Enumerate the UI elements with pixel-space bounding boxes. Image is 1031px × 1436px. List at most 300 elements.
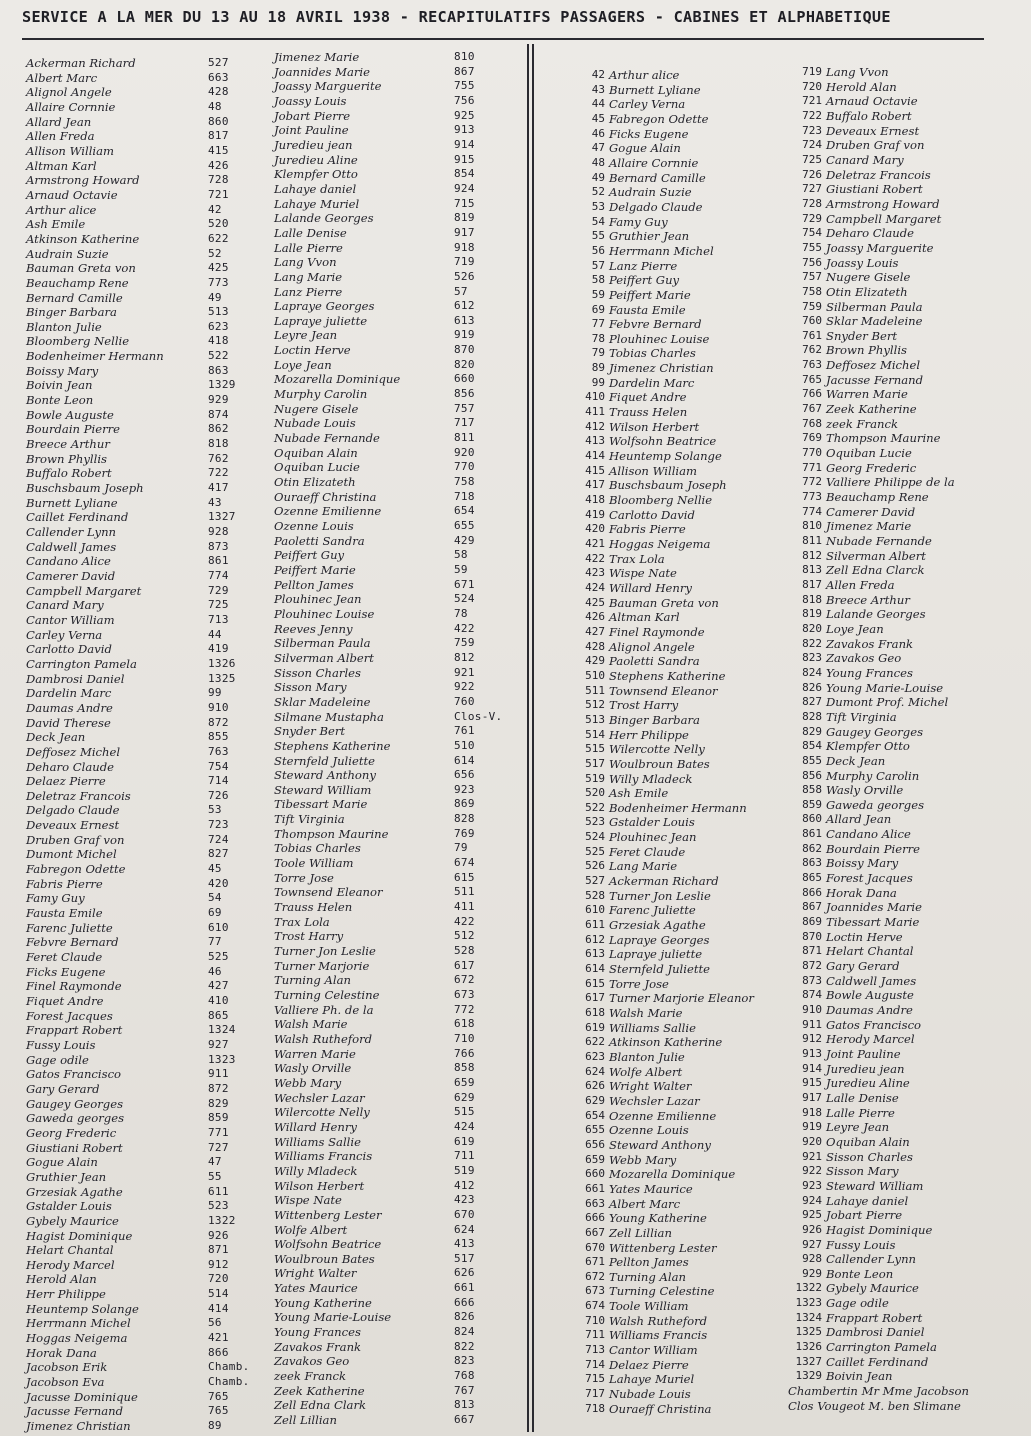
cabin-number: 827 [802, 695, 822, 709]
passenger-name: Gruthier Jean [26, 1169, 107, 1184]
passenger-name: Jacobson Eva [26, 1375, 105, 1390]
cabin-number: 727 [802, 182, 822, 196]
cabin-number: 99 [591, 375, 605, 389]
cabin-number: 863 [802, 856, 822, 870]
passenger-name: Ozenne Emilienne [609, 1108, 717, 1123]
passenger-name: Zavakos Frank [274, 1339, 362, 1354]
passenger-row [274, 563, 524, 578]
cabin-row [583, 493, 788, 508]
passenger-row [274, 1281, 524, 1296]
cabin-row [583, 1021, 788, 1036]
cabin-number: 78 [454, 606, 468, 620]
cabin-number: 426 [585, 610, 605, 624]
cabin-number: 862 [208, 422, 229, 436]
cabin-number: 55 [208, 1169, 222, 1183]
passenger-name: Wechsler Lazar [609, 1093, 700, 1108]
cabin-row [788, 1120, 1018, 1135]
cabin-number: 520 [208, 217, 229, 231]
passenger-row [274, 578, 524, 593]
passenger-name: Lanz Pierre [274, 284, 343, 299]
cabin-number: 511 [585, 683, 605, 697]
passenger-row [274, 636, 524, 651]
passenger-row [26, 628, 266, 643]
cabin-row [583, 669, 788, 684]
passenger-row [274, 182, 524, 197]
cabin-number: 867 [454, 64, 475, 78]
cabin-row [583, 346, 788, 361]
passenger-name: Stephens Katherine [609, 668, 726, 683]
passenger-name: Gaugey Georges [826, 724, 924, 739]
passenger-name: Lalle Denise [826, 1090, 899, 1105]
passenger-row [26, 1023, 266, 1038]
cabin-row [788, 842, 1018, 857]
cabin-number: 763 [208, 744, 229, 758]
cabin-number: 427 [585, 624, 605, 638]
cabin-number: 710 [454, 1031, 475, 1045]
cabin-row [583, 317, 788, 332]
passenger-row [274, 343, 524, 358]
passenger-name: Caillet Ferdinand [26, 510, 129, 525]
cabin-row [788, 138, 1018, 153]
cabin-number: 726 [208, 788, 229, 802]
cabin-number: 912 [802, 1032, 822, 1046]
cabin-row [788, 431, 1018, 446]
passenger-name: Jacusse Fernand [826, 372, 924, 387]
passenger-name: zeek Franck [274, 1369, 347, 1384]
passenger-name: Allison William [26, 143, 115, 158]
cabin-row [788, 1135, 1018, 1150]
passenger-row [26, 1111, 266, 1126]
passenger-name: Burnett Lyliane [26, 495, 118, 510]
cabin-number: 425 [585, 595, 605, 609]
passenger-row [274, 1237, 524, 1252]
passenger-row [26, 965, 266, 980]
passenger-name: Turner Jon Leslie [274, 944, 376, 959]
cabin-number: 421 [585, 537, 605, 550]
cabin-number: 629 [454, 1090, 475, 1104]
passenger-name: Lang Marie [274, 269, 343, 284]
cabin-row [583, 1402, 788, 1417]
cabin-number: 927 [208, 1037, 229, 1051]
passenger-name: Druben Graf von [826, 138, 925, 153]
passenger-name: Druben Graf von [26, 832, 125, 847]
passenger-name: Turner Marjorie Eleanor [609, 991, 754, 1006]
cabin-number: 728 [208, 173, 229, 187]
passenger-name: Carley Verna [609, 97, 686, 112]
passenger-name: Bernard Camille [609, 170, 706, 185]
passenger-row [274, 241, 524, 256]
passenger-name: Armstrong Howard [826, 196, 940, 211]
cabin-number: 429 [585, 654, 605, 668]
cabin-number: 865 [802, 871, 822, 885]
cabin-number: 929 [208, 393, 229, 407]
cabin-row [583, 654, 788, 669]
passenger-name: Lapraye juliette [274, 313, 368, 328]
cabin-row [788, 974, 1018, 989]
passenger-row [26, 818, 266, 833]
passenger-name: Wasly Orville [274, 1061, 352, 1076]
cabin-number: 654 [585, 1108, 605, 1122]
passenger-name: Ash Emile [26, 217, 86, 232]
passenger-name: Klempfer Otto [826, 739, 910, 754]
cabin-row [788, 1150, 1018, 1165]
cabin-number: 412 [585, 419, 605, 433]
cabin-number: 663 [585, 1196, 605, 1210]
passenger-row [26, 1360, 266, 1375]
passenger-name: Herrmann Michel [609, 243, 714, 258]
passenger-name: Nubade Louis [274, 416, 356, 431]
passenger-name: Fausta Emile [609, 302, 686, 317]
passenger-row [274, 548, 524, 563]
cabin-number: 58 [591, 273, 605, 287]
passenger-row [26, 891, 266, 906]
passenger-name: Trax Lola [274, 914, 330, 929]
cabin-row [788, 959, 1018, 974]
cabin-number: 48 [591, 155, 605, 169]
passenger-name: Horak Dana [26, 1345, 97, 1360]
passenger-name: Gybely Maurice [826, 1281, 919, 1296]
cabin-number: 828 [802, 709, 822, 723]
passenger-name: Lahaye daniel [826, 1193, 909, 1208]
passenger-name: Willard Henry [274, 1119, 357, 1134]
passenger-name: Walsh Marie [609, 1006, 683, 1020]
cabin-row [788, 65, 1018, 80]
passenger-row [26, 906, 266, 921]
cabin-number: 813 [802, 563, 822, 577]
cabin-number: 655 [454, 519, 475, 532]
cabin-row [583, 640, 788, 655]
passenger-name: Candano Alice [26, 554, 111, 569]
cabin-number: 527 [208, 56, 229, 69]
passenger-name: Townsend Eleanor [609, 683, 718, 698]
passenger-name: Delaez Pierre [26, 774, 106, 789]
cabin-number: 1326 [795, 1340, 822, 1354]
passenger-name: Trost Harry [609, 698, 679, 713]
cabin-row [583, 1050, 788, 1065]
passenger-row [274, 1091, 524, 1106]
cabin-row [788, 988, 1018, 1003]
passenger-row [274, 519, 524, 534]
passenger-name: Silberman Paula [826, 299, 923, 314]
passenger-name: Nubade Fernande [274, 431, 380, 446]
cabin-row [583, 1138, 788, 1153]
passenger-name: Herrmann Michel [26, 1316, 131, 1331]
passenger-name: Wittenberg Lester [609, 1240, 717, 1255]
cabin-number: 667 [454, 1413, 475, 1427]
passenger-name: Camerer David [826, 504, 916, 519]
passenger-name: Brown Phyllis [826, 343, 908, 358]
cabin-number: 47 [591, 141, 605, 155]
passenger-row [274, 460, 524, 475]
cabin-row [583, 537, 788, 552]
cabin-number: 623 [585, 1049, 605, 1063]
passenger-name: Camerer David [26, 568, 116, 583]
passenger-name: Deffosez Michel [26, 744, 121, 759]
cabin-number: 824 [454, 1325, 475, 1339]
passenger-name: Lapraye juliette [609, 947, 703, 962]
cabin-number: 45 [591, 111, 605, 125]
cabin-number: 420 [208, 876, 229, 890]
passenger-name: Yates Maurice [609, 1181, 693, 1196]
passenger-name: Callender Lynn [826, 1252, 917, 1267]
cabin-row [788, 593, 1018, 608]
passenger-name: Plouhinec Louise [609, 331, 710, 346]
cabin-number: 823 [454, 1354, 475, 1368]
title-underline [22, 38, 984, 40]
cabin-number: 617 [585, 991, 605, 1005]
passenger-row [274, 710, 524, 725]
passenger-row [274, 1047, 524, 1062]
passenger-name: Gaweda georges [826, 797, 925, 812]
cabin-number: 523 [585, 815, 605, 829]
cabin-row [788, 1032, 1018, 1047]
passenger-row [26, 1009, 266, 1024]
passenger-name: Jimenez Christian [26, 1419, 131, 1434]
passenger-row [26, 408, 266, 423]
cabin-number: 823 [802, 651, 822, 665]
passenger-name: Canard Mary [826, 152, 904, 167]
passenger-name: Gage odile [26, 1052, 89, 1067]
cabin-number: 859 [802, 797, 822, 811]
cabin-number: 1322 [208, 1213, 236, 1227]
passenger-name: Fausta Emile [26, 906, 103, 921]
passenger-name: Brown Phyllis [26, 451, 108, 466]
cabin-number: 672 [585, 1269, 605, 1283]
passenger-row [274, 1149, 524, 1164]
passenger-name: Caldwell James [826, 973, 917, 988]
passenger-name: Peiffert Marie [609, 287, 691, 302]
cabin-number: 829 [208, 1096, 229, 1110]
passenger-name: Sisson Charles [274, 665, 361, 680]
passenger-row [26, 510, 266, 525]
cabin-number: 717 [585, 1387, 605, 1401]
cabin-number: 48 [208, 99, 222, 113]
cabin-row [788, 505, 1018, 520]
cabin-number: 77 [208, 935, 222, 949]
passenger-name: Joint Pauline [826, 1046, 901, 1061]
passenger-name: Burnett Lyliane [609, 82, 701, 97]
cabin-row [583, 229, 788, 244]
cabin-number: 42 [591, 68, 605, 81]
cabin-number: 528 [454, 944, 475, 958]
cabin-row [583, 1358, 788, 1373]
cabin-row [788, 1106, 1018, 1121]
cabin-number: 725 [802, 152, 822, 166]
cabin-number: 766 [454, 1046, 475, 1060]
cabin-number: 674 [454, 856, 475, 870]
passenger-name: Peiffert Guy [274, 548, 345, 563]
cabin-number: 611 [208, 1184, 229, 1198]
cabin-number: 819 [454, 211, 475, 225]
passenger-name: Buffalo Robert [826, 108, 912, 123]
cabin-number: 718 [454, 489, 475, 503]
passenger-name: Loctin Herve [274, 343, 351, 358]
passenger-name: Caillet Ferdinand [826, 1354, 929, 1369]
passenger-name: Bodenheimer Hermann [609, 800, 747, 815]
cabin-number: 1329 [795, 1369, 822, 1383]
cabin-number: 856 [454, 387, 475, 401]
cabin-number: 54 [591, 214, 605, 228]
passenger-name: Woulbroun Bates [609, 756, 710, 771]
cabin-row [583, 141, 788, 156]
cabin-number: 810 [454, 50, 475, 63]
cabin-row [583, 244, 788, 259]
cabin-row [583, 977, 788, 992]
passenger-name: Breece Arthur [26, 437, 110, 452]
passenger-name: Deffosez Michel [826, 358, 921, 373]
cabin-number: 53 [591, 199, 605, 213]
cabin-number: 660 [585, 1167, 605, 1181]
cabin-number: 515 [454, 1105, 475, 1119]
passenger-name: Grzesiak Agathe [609, 918, 706, 933]
cabin-row [788, 1296, 1018, 1311]
cabin-number: 611 [585, 918, 605, 932]
cabin-number: 866 [802, 885, 822, 899]
passenger-row [274, 651, 524, 666]
passenger-name: Deletraz Francois [826, 167, 931, 182]
cabin-row [788, 94, 1018, 109]
passenger-name: Gatos Francisco [26, 1067, 122, 1082]
passenger-row [26, 1199, 266, 1214]
passenger-name: Joassy Marguerite [826, 240, 934, 255]
passenger-name: Joannides Marie [274, 64, 370, 79]
passenger-name: Gatos Francisco [826, 1017, 922, 1032]
passenger-row [26, 672, 266, 687]
passenger-name: Arthur alice [26, 202, 97, 217]
cabin-number: 869 [454, 797, 475, 811]
cabin-number: 520 [585, 786, 605, 800]
cabin-row [788, 1311, 1018, 1326]
cabin-number: 422 [454, 914, 475, 928]
passenger-row [274, 959, 524, 974]
cabin-number: 655 [585, 1123, 605, 1137]
cabin-number: 43 [591, 82, 605, 96]
cabin-number: 517 [454, 1251, 475, 1265]
cabin-number: 59 [454, 562, 468, 576]
cabin-number: 1329 [208, 378, 236, 392]
cabin-number: 614 [454, 753, 475, 767]
cabin-number: 871 [802, 944, 822, 958]
cabin-row [788, 314, 1018, 329]
cabin-number: 512 [454, 929, 475, 943]
passenger-row [274, 504, 524, 519]
passenger-name: Nugere Gisele [274, 401, 359, 416]
passenger-name: Oquiban Alain [826, 1134, 910, 1149]
passenger-name: Fiquet Andre [26, 994, 104, 1008]
cabin-number: 914 [454, 137, 475, 151]
cabin-number: 762 [802, 343, 822, 357]
cabin-number: 59 [591, 287, 605, 301]
cabin-row [583, 1387, 788, 1402]
passenger-row [274, 841, 524, 856]
passenger-name: Febvre Bernard [26, 935, 119, 950]
cabin-number: 56 [591, 243, 605, 257]
passenger-row [26, 85, 266, 100]
passenger-row [274, 827, 524, 842]
cabin-number: 78 [591, 331, 605, 345]
passenger-name: Lapraye Georges [609, 932, 710, 947]
cabin-number: 429 [454, 533, 475, 547]
passenger-row [26, 364, 266, 379]
passenger-row [274, 1296, 524, 1311]
passenger-name: Fabregon Odette [26, 862, 126, 877]
cabin-number: 872 [208, 1081, 229, 1095]
passenger-name: Oquiban Lucie [274, 460, 360, 475]
passenger-row [26, 657, 266, 672]
cabin-number: 515 [585, 742, 605, 756]
passenger-row [274, 1105, 524, 1120]
cabin-row [788, 534, 1018, 549]
cabin-row [788, 461, 1018, 476]
cabin-row [583, 1270, 788, 1285]
passenger-row [26, 422, 266, 437]
passenger-name: Feret Claude [609, 844, 686, 859]
passenger-name: Alignol Angele [26, 85, 112, 100]
cabin-number: 765 [208, 1404, 229, 1418]
passenger-name: Zavakos Geo [274, 1354, 350, 1369]
passenger-row [26, 144, 266, 159]
passenger-name: Steward Anthony [609, 1137, 711, 1152]
cabin-number: 922 [454, 680, 475, 694]
cabin-row [788, 1281, 1018, 1296]
passenger-row [26, 1126, 266, 1141]
passenger-name: Ozenne Louis [609, 1123, 689, 1138]
passenger-name: Wittenberg Lester [274, 1207, 382, 1222]
cabin-row [583, 508, 788, 523]
passenger-name: Williams Francis [609, 1328, 708, 1343]
cabin-number: 725 [208, 598, 229, 612]
passenger-name: Blanton Julie [609, 1049, 685, 1064]
passenger-row [26, 1346, 266, 1361]
cabin-row [583, 625, 788, 640]
passenger-row [26, 115, 266, 130]
passenger-name: Giustiani Robert [26, 1140, 123, 1155]
cabin-row [788, 1355, 1018, 1370]
cabin-row [583, 376, 788, 391]
passenger-name: Boissy Mary [826, 856, 899, 871]
passenger-row [26, 1067, 266, 1082]
cabin-number: 613 [454, 313, 475, 327]
passenger-name: Plouhinec Louise [274, 606, 375, 621]
cabin-row [788, 300, 1018, 315]
passenger-name: Torre Jose [609, 976, 669, 991]
passenger-name: Heuntemp Solange [609, 449, 722, 464]
passenger-row [274, 65, 524, 80]
passenger-row [274, 973, 524, 988]
passenger-name: Carley Verna [26, 627, 103, 642]
cabin-number: 915 [454, 152, 475, 166]
cabin-row [788, 226, 1018, 241]
passenger-row [26, 100, 266, 115]
passenger-name: Candano Alice [826, 827, 911, 842]
cabin-number: 424 [454, 1119, 475, 1133]
passenger-name: Buschsbaum Joseph [609, 478, 727, 493]
passenger-name: Webb Mary [274, 1075, 342, 1090]
passenger-name: Dambrosi Daniel [26, 671, 125, 686]
passenger-name: Bauman Greta von [26, 261, 136, 276]
cabin-number: 721 [802, 94, 822, 108]
cabin-number: 517 [585, 756, 605, 770]
cabin-number: 872 [802, 959, 822, 973]
cabin-number: 617 [454, 958, 475, 972]
cabin-number: 755 [454, 79, 475, 93]
cabin-number: 659 [454, 1075, 475, 1089]
cabin-row [583, 259, 788, 274]
passenger-name: Fiquet Andre [609, 390, 687, 405]
passenger-name: Wright Walter [609, 1079, 692, 1094]
passenger-name: Thompson Maurine [274, 826, 389, 841]
cabin-number: 724 [208, 832, 229, 846]
